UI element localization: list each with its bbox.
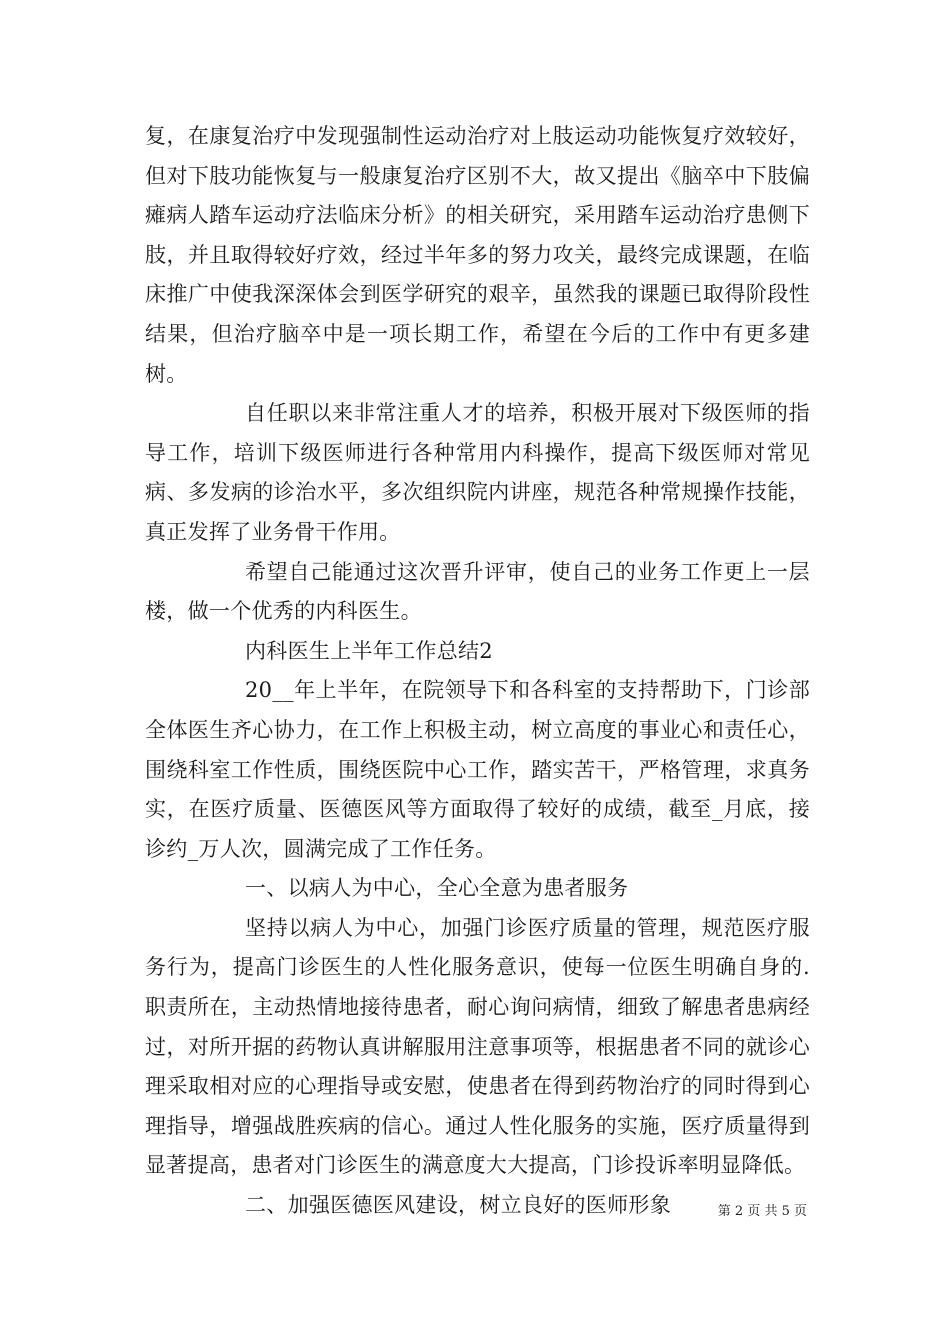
section-heading-medical-ethics: 二、加强医德医风建设，树立良好的医师形象 (245, 1193, 671, 1218)
paragraph-continuation: 复，在康复治疗中发现强制性运动治疗对上肢运动功能恢复疗效较好，但对下肢功能恢复与一般康复治疗区别不大，故又提出《脑卒中下肢偏瘫病人踏车运动疗法临床分析》的相关研究，采用踏车运动治疗患侧下肢，并且取得较好疗效，经过半年多的努力攻关，最终完成课题，在临床推广中使我深深体会到医学研究的艰辛，虽然我的课题已取得阶段性结果，但治疗脑卒中是一项长期工作，希望在今后的工作中有更多建树。 (145, 124, 810, 386)
document-body (145, 117, 810, 1226)
paragraph-talent-training: 自任职以来非常注重人才的培养，积极开展对下级医师的指导工作，培训下级医师进行各种常用内科操作，提高下级医师对常见病、多发病的诊治水平，多次组织院内讲座，规范各种常规操作技能，真正发挥了业务骨干作用。 (145, 401, 810, 544)
page-number: 第 2 页 共 5 页 (717, 1204, 807, 1219)
section-title: 内科医生上半年工作总结2 (245, 638, 493, 663)
paragraph-patient-service: 坚持以病人为中心，加强门诊医疗质量的管理，规范医疗服务行为，提高门诊医生的人性化服务意识，使每一位医生明确自身的.职责所在，主动热情地接待患者，耐心询问病情，细致了解患者患病经过，对所开据的药物认真讲解服用注意事项等，根据患者不同的就诊心理采取相对应的心理指导或安慰，使患者在得到药物治疗的同时得到心理指导，增强战胜疾病的信心。通过人性化服务的实施，医疗质量得到显著提高，患者对门诊医生的满意度大大提高，门诊投诉率明显降低。 (145, 915, 810, 1178)
paragraph-half-year-summary: 20__年上半年，在院领导下和各科室的支持帮助下，门诊部全体医生齐心协力，在工作上积极主动，树立高度的事业心和责任心，围绕科室工作性质，围绕医院中心工作，踏实苦干，严格管理，求真务实，在医疗质量、医德医风等方面取得了较好的成绩，截至_月底，接诊约_万人次，圆满完成了工作任务。 (145, 678, 810, 861)
section-heading-patient-centered: 一、以病人为中心，全心全意为患者服务 (245, 876, 629, 901)
paragraph-promotion-hope: 希望自己能通过这次晋升评审，使自己的业务工作更上一层楼，做一个优秀的内科医生。 (145, 559, 810, 624)
